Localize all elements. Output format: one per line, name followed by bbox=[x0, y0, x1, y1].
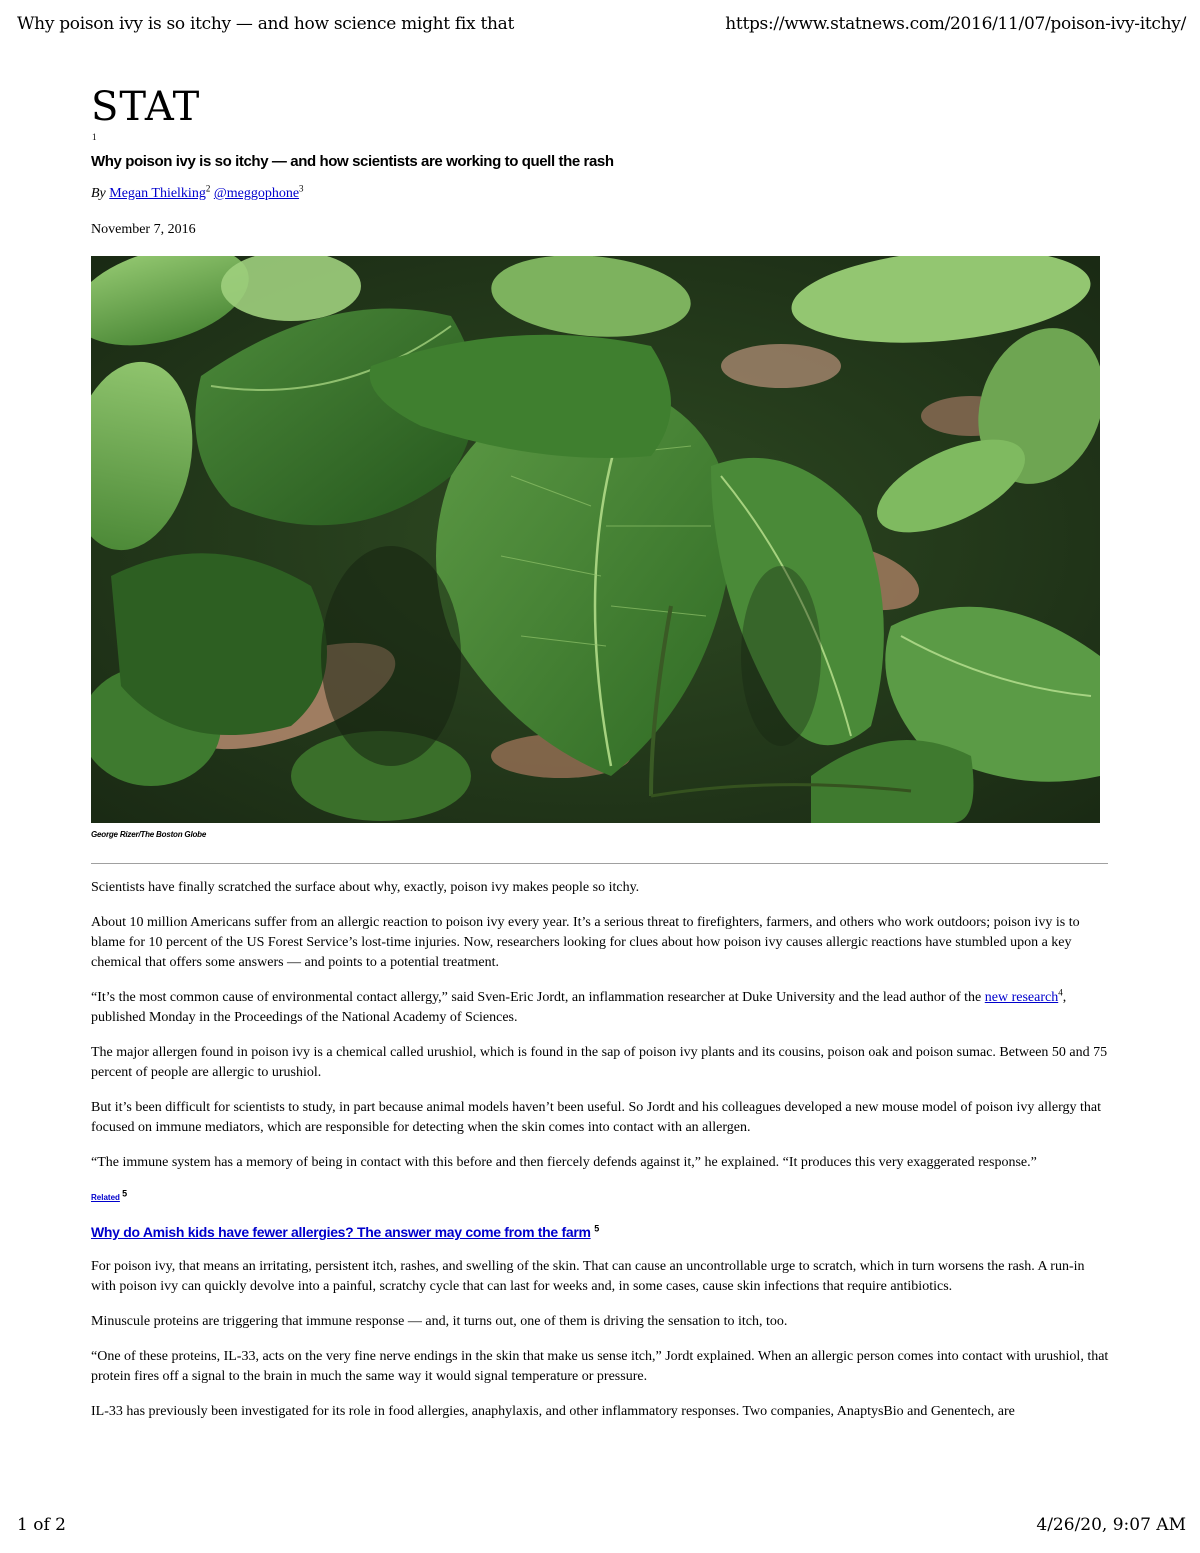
related-article-footnote-ref: 5 bbox=[594, 1223, 599, 1234]
print-footer-page: 1 of 2 bbox=[17, 1515, 66, 1535]
divider bbox=[91, 863, 1108, 864]
stat-logo[interactable]: STAT bbox=[91, 84, 201, 130]
print-footer-datetime: 4/26/20, 9:07 AM bbox=[1036, 1515, 1186, 1535]
twitter-handle-link[interactable]: @meggophone bbox=[213, 186, 300, 201]
paragraph-6: “The immune system has a memory of being in contact with this before and then fiercely defends against it,” he explained. “It produces this very exaggerated response.” bbox=[91, 1155, 1037, 1170]
paragraph-1: Scientists have finally scratched the surface about why, exactly, poison ivy makes people so itchy. bbox=[91, 880, 640, 895]
print-header-url: https://www.statnews.com/2016/11/07/poison-ivy-itchy/ bbox=[725, 14, 1186, 34]
related-label bbox=[91, 1188, 1111, 1208]
new-research-link[interactable]: new research bbox=[984, 990, 1059, 1005]
paragraph-3-text-before: “It’s the most common cause of environmental contact allergy,” said Sven-Eric Jordt, an inflammation researcher at Duke University and the lead author of the bbox=[91, 990, 985, 1005]
paragraph-8: Minuscule proteins are triggering that immune response — and, it turns out, one of them is driving the sensation to itch, too. bbox=[91, 1314, 788, 1329]
byline bbox=[91, 184, 1111, 204]
related-article bbox=[91, 1222, 1111, 1242]
paragraph-4: The major allergen found in poison ivy is a chemical called urushiol, which is found in the sap of poison ivy plants and its cousins, poison oak and poison sumac. Between 50 and 75 percent of people are allergic to urushiol. bbox=[91, 1045, 1108, 1080]
publish-date: November 7, 2016 bbox=[91, 222, 196, 237]
paragraph-3 bbox=[91, 988, 1111, 1028]
hero-image-poison-ivy bbox=[91, 256, 1100, 823]
paragraph-9: “One of these proteins, IL-33, acts on the very fine nerve endings in the skin that make us sense itch,” Jordt explained. When an allergic person comes into contact with urushiol, that protein fires off a signal to the brain in much the same way it would signal temperature or pressure. bbox=[91, 1349, 1109, 1384]
handle-footnote-ref: 3 bbox=[299, 183, 304, 194]
paragraph-2: About 10 million Americans suffer from an allergic reaction to poison ivy every year. It’s a serious threat to firefighters, farmers, and others who work outdoors; poison ivy is to blame for 10 percent of the US Forest Service’s lost-time injuries. Now, researchers looking for clues about how poison ivy causes allergic reactions have stumbled upon a key chemical that offers some answers — and points to a potential treatment. bbox=[91, 915, 1080, 970]
related-link[interactable]: Related bbox=[91, 1193, 120, 1202]
logo-footnote-ref: 1 bbox=[92, 132, 97, 142]
article-headline: Why poison ivy is so itchy — and how scientists are working to quell the rash bbox=[91, 153, 614, 170]
paragraph-7: For poison ivy, that means an irritating, persistent itch, rashes, and swelling of the skin. That can cause an uncontrollable urge to scratch, which in turn worsens the rash. A run-in with poison ivy can quickly devolve into a painful, scratchy cycle that can last for weeks and, in some cases, cause skin infections that require antibiotics. bbox=[91, 1259, 1085, 1294]
research-footnote-ref: 4 bbox=[1058, 987, 1063, 998]
author-link[interactable]: Megan Thielking bbox=[109, 186, 206, 201]
paragraph-3-text-after: , published Monday in the Proceedings of the National Academy of Sciences. bbox=[91, 990, 1067, 1025]
author-footnote-ref: 2 bbox=[205, 183, 211, 194]
byline-prefix: By bbox=[91, 186, 106, 201]
print-header-title: Why poison ivy is so itchy — and how science might fix that bbox=[17, 14, 514, 34]
image-credit: George Rizer/The Boston Globe bbox=[91, 830, 207, 839]
article bbox=[91, 80, 1111, 1437]
related-article-link[interactable]: Why do Amish kids have fewer allergies? The answer may come from the farm bbox=[91, 1224, 591, 1240]
related-footnote-ref: 5 bbox=[122, 1188, 128, 1199]
paragraph-5: But it’s been difficult for scientists to study, in part because animal models haven’t been useful. So Jordt and his colleagues developed a new mouse model of poison ivy allergy that focused on immune mediators, which are responsible for detecting when the skin comes into contact with an allergen. bbox=[91, 1100, 1101, 1135]
paragraph-10: IL-33 has previously been investigated for its role in food allergies, anaphylaxis, and other inflammatory responses. Two companies, AnaptysBio and Genentech, are bbox=[91, 1404, 1015, 1419]
